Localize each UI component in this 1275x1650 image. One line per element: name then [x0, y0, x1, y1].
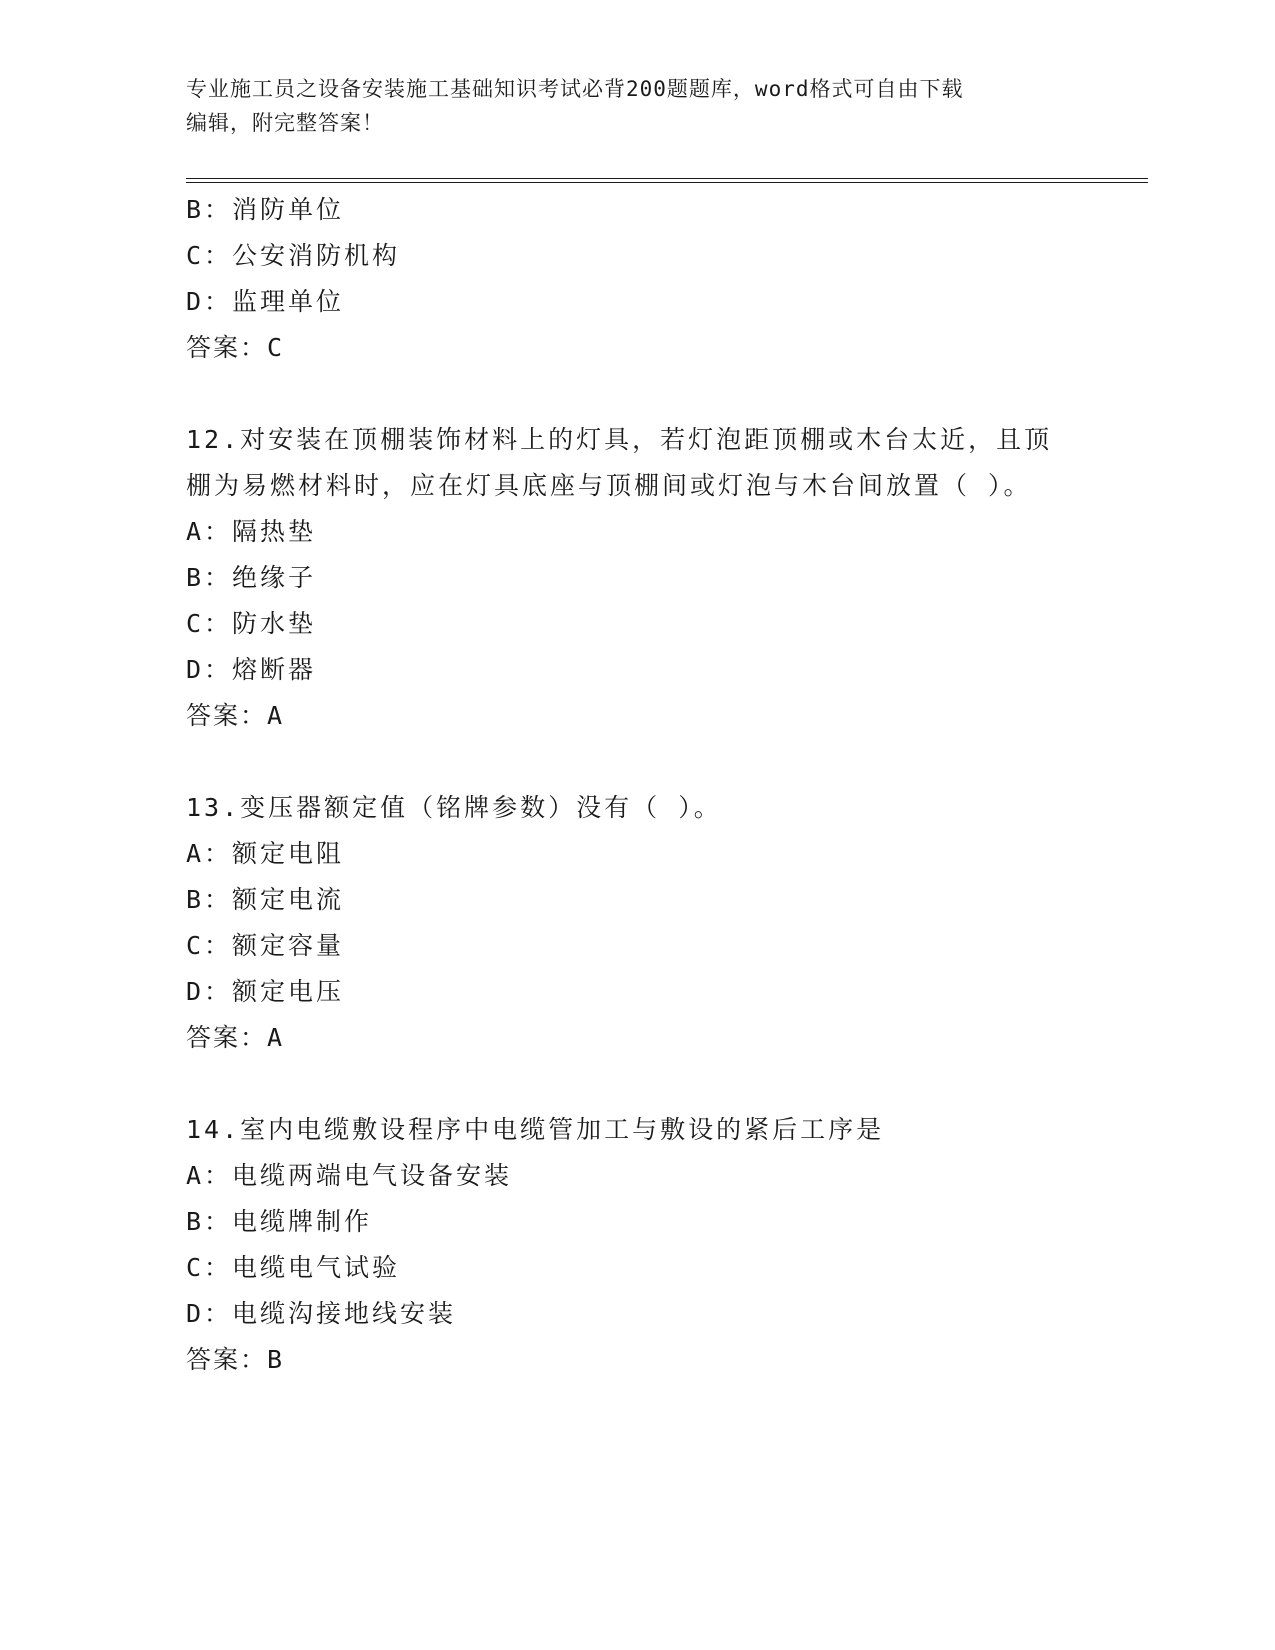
option-d: D：额定电压	[186, 977, 345, 1006]
header-line-2: 编辑，附完整答案！	[186, 111, 384, 135]
option-c: C：额定容量	[186, 931, 345, 960]
option-a: A：电缆两端电气设备安装	[186, 1161, 513, 1190]
question-text-line-1: 13.变压器额定值（铭牌参数）没有（ ）。	[186, 793, 722, 822]
option-c: C：公安消防机构	[186, 241, 401, 270]
option-c: C：电缆电气试验	[186, 1253, 401, 1282]
answer-line: 答案：A	[186, 1023, 285, 1052]
question-text-line-1: 12.对安装在顶棚装饰材料上的灯具，若灯泡距顶棚或木台太近，且顶	[186, 425, 1053, 454]
option-a: A：额定电阻	[186, 839, 345, 868]
answer-line: 答案：A	[186, 701, 285, 730]
answer-line: 答案：C	[186, 333, 285, 362]
question-text-line-1: 14.室内电缆敷设程序中电缆管加工与敷设的紧后工序是	[186, 1115, 885, 1144]
option-b: B：电缆牌制作	[186, 1207, 373, 1236]
spacer	[186, 1061, 1106, 1107]
header-divider-bottom	[186, 182, 1148, 183]
option-d: D：电缆沟接地线安装	[186, 1299, 457, 1328]
option-d: D：监理单位	[186, 287, 345, 316]
question-block-14	[186, 1107, 1106, 1383]
option-b: B：消防单位	[186, 195, 345, 224]
option-c: C：防水垫	[186, 609, 317, 638]
question-block-13	[186, 785, 1106, 1061]
option-b: B：额定电流	[186, 885, 345, 914]
document-body	[186, 187, 1106, 1383]
option-d: D：熔断器	[186, 655, 317, 684]
option-b: B：绝缘子	[186, 563, 317, 592]
option-a: A：隔热垫	[186, 517, 317, 546]
spacer	[186, 739, 1106, 785]
answer-line: 答案：B	[186, 1345, 285, 1374]
question-block-12	[186, 417, 1106, 739]
question-text-line-2: 棚为易燃材料时，应在灯具底座与顶棚间或灯泡与木台间放置（ ）。	[186, 471, 1032, 500]
spacer	[186, 371, 1106, 417]
header-divider-top	[186, 178, 1148, 179]
header-line-1: 专业施工员之设备安装施工基础知识考试必背200题题库，word格式可自由下载	[186, 77, 964, 101]
partial-question-block	[186, 187, 1106, 371]
document-header	[186, 72, 1066, 140]
